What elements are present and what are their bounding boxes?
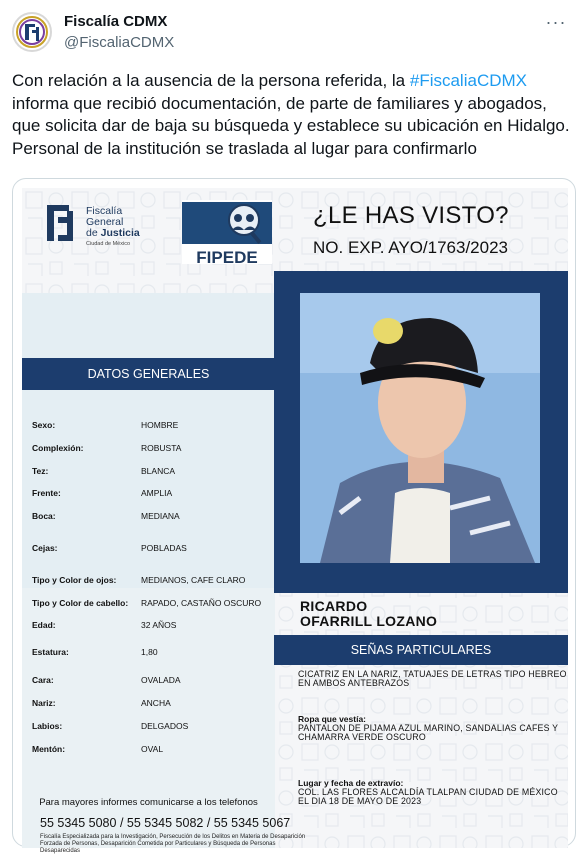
agency-footnote: Fiscalía Especializada para la Investigación, Persecución de los Delitos en Materia de Desaparición Forzada de Personas, Desaparición Cometida por Particulares y Búsqueda de Personas Desaparecidas bbox=[40, 834, 306, 854]
logo-line: General bbox=[86, 216, 124, 228]
field-value: ROBUSTA bbox=[141, 443, 182, 453]
logo-line: de bbox=[86, 227, 98, 239]
field-value: RAPADO, CASTAÑO OSCURO bbox=[141, 598, 262, 608]
field-label: Complexión: bbox=[32, 443, 84, 453]
field-value: 1,80 bbox=[141, 647, 158, 657]
fgj-logo-icon bbox=[14, 14, 50, 50]
tweet-text-before: Con relación a la ausencia de la persona referida, la bbox=[12, 71, 410, 90]
fgj-logo-icon bbox=[44, 202, 80, 248]
field-label: Mentón: bbox=[32, 744, 66, 754]
field-label: Nariz: bbox=[32, 698, 56, 708]
field-value: ANCHA bbox=[141, 698, 171, 708]
field-label: Frente: bbox=[32, 488, 61, 498]
field-label: Cara: bbox=[32, 675, 54, 685]
logo-line: Justicia bbox=[100, 227, 140, 239]
field-label: Labios: bbox=[32, 721, 63, 731]
senas-text: CICATRIZ EN LA NARIZ, TATUAJES DE LETRAS TIPO HEBREO EN AMBOS ANTEBRAZOS bbox=[298, 669, 567, 688]
author-handle[interactable]: @FiscaliaCDMX bbox=[64, 34, 175, 51]
hashtag-link[interactable]: #FiscaliaCDMX bbox=[409, 71, 527, 90]
author-name[interactable]: Fiscalía CDMX bbox=[64, 13, 168, 30]
tweet-text-after: informa que recibió documentación, de parte de familiares y abogados, que solicita dar de baja su búsqueda y establece su ubicación en Hidalgo. Personal de la institución se traslada al lugar para confirmarlo bbox=[12, 93, 570, 158]
name-line: OFARRILL LOZANO bbox=[300, 613, 438, 629]
senas-particulares-header: SEÑAS PARTICULARES bbox=[274, 635, 568, 665]
contact-phones: 55 5345 5080 / 55 5345 5082 / 55 5345 5067 bbox=[40, 816, 291, 830]
contact-info-line: Para mayores informes comunicarse a los telefonos bbox=[39, 797, 258, 808]
name-line: RICARDO bbox=[300, 598, 368, 614]
more-options-icon[interactable]: ··· bbox=[545, 11, 567, 32]
field-label: Cejas: bbox=[32, 543, 58, 553]
ropa-text: PANTALON DE PIJAMA AZUL MARINO, SANDALIAS CAFES Y CHAMARRA VERDE OSCURO bbox=[298, 723, 559, 742]
poster-headline: ¿LE HAS VISTO? bbox=[313, 202, 509, 229]
expediente-number: NO. EXP. AYO/1763/2023 bbox=[313, 238, 509, 257]
field-value: BLANCA bbox=[141, 466, 176, 476]
field-value: OVALADA bbox=[141, 675, 181, 685]
field-value: HOMBRE bbox=[141, 420, 179, 430]
field-label: Tipo y Color de ojos: bbox=[32, 575, 117, 585]
tweet-media[interactable] bbox=[12, 178, 576, 854]
logo-line: Fiscalía bbox=[86, 205, 123, 217]
field-label: Edad: bbox=[32, 620, 56, 630]
fipede-label: FIPEDE bbox=[196, 248, 258, 267]
logo-line: Ciudad de México bbox=[86, 241, 131, 247]
fipede-logo bbox=[182, 200, 272, 267]
field-value: DELGADOS bbox=[141, 721, 189, 731]
field-label: Tez: bbox=[32, 466, 49, 476]
field-value: OVAL bbox=[141, 744, 164, 754]
lugar-text: COL. LAS FLORES ALCALDÍA TLALPAN CIUDAD DE MÉXICO EL DIA 18 DE MAYO DE 2023 bbox=[298, 787, 558, 806]
ropa-label: Ropa que vestía: bbox=[298, 714, 367, 724]
magnifier-icon bbox=[182, 200, 272, 246]
author-avatar[interactable] bbox=[12, 12, 52, 52]
field-value: MEDIANOS, CAFE CLARO bbox=[141, 575, 246, 585]
tweet-text bbox=[12, 70, 572, 160]
field-value: POBLADAS bbox=[141, 543, 187, 553]
person-photo-illustration bbox=[300, 293, 540, 563]
field-label: Sexo: bbox=[32, 420, 56, 430]
field-value: 32 AÑOS bbox=[141, 620, 177, 630]
person-photo bbox=[300, 293, 540, 563]
field-value: MEDIANA bbox=[141, 511, 180, 521]
fgj-logo-text bbox=[86, 206, 140, 250]
person-name bbox=[300, 599, 437, 629]
field-label: Tipo y Color de cabello: bbox=[32, 598, 129, 608]
field-label: Boca: bbox=[32, 511, 56, 521]
datos-generales-header: DATOS GENERALES bbox=[22, 358, 275, 390]
field-label: Estatura: bbox=[32, 647, 69, 657]
lugar-label: Lugar y fecha de extravío: bbox=[298, 778, 404, 788]
field-value: AMPLIA bbox=[141, 488, 173, 498]
missing-person-poster bbox=[22, 188, 568, 854]
